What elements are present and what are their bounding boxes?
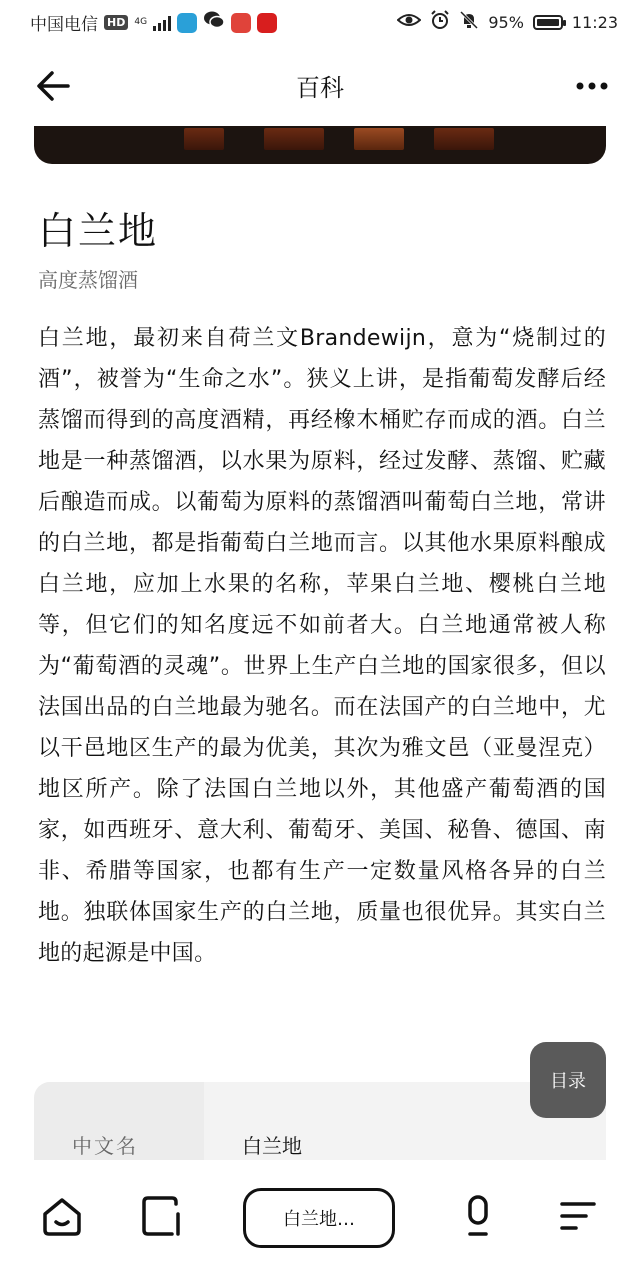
status-bar <box>0 0 640 44</box>
menu-button[interactable] <box>556 1194 600 1238</box>
battery-icon <box>533 15 563 30</box>
bottom-nav <box>0 1160 640 1280</box>
clock: 11:23 <box>571 12 618 32</box>
wechat-icon <box>203 10 225 35</box>
shopping-app-icon <box>231 13 251 33</box>
hd-badge: HD <box>104 15 128 30</box>
hero-image <box>34 126 606 164</box>
eye-icon <box>397 12 421 32</box>
home-button[interactable] <box>40 1194 84 1238</box>
more-options-button[interactable] <box>574 74 610 98</box>
article-subtitle: 高度蒸馏酒 <box>38 268 138 292</box>
bottle-image <box>434 128 494 150</box>
menu-lines-icon <box>556 1194 600 1238</box>
voice-button[interactable] <box>456 1194 500 1238</box>
article-title: 白兰地 <box>38 209 159 253</box>
info-value: 白兰地 <box>242 1134 302 1158</box>
nav-bar <box>0 46 640 126</box>
gallery-app-icon <box>177 13 197 33</box>
mute-bell-icon <box>459 10 479 34</box>
bottle-image <box>354 128 404 150</box>
battery-percent: 95% <box>488 12 524 32</box>
info-label: 中文名 <box>72 1134 138 1158</box>
bottle-image <box>184 128 224 150</box>
microphone-icon <box>456 1194 500 1238</box>
tabs-icon <box>140 1194 184 1238</box>
more-dots-icon <box>574 74 610 98</box>
home-icon <box>40 1194 84 1238</box>
info-table <box>34 1082 606 1172</box>
carrier-label: 中国电信 <box>30 15 98 35</box>
page-title: 百科 <box>296 74 344 102</box>
article-body: 白兰地，最初来自荷兰文Brandewijn，意为“烧制过的酒”，被誉为“生命之水”。狭义上讲，是指葡萄发酵后经蒸馏而得到的高度酒精，再经橡木桶贮存而成的酒。白兰地是一种蒸馏酒，以水果为原料，经过发酵、蒸馏、贮藏后酿造而成。以葡萄为原料的蒸馏酒叫葡萄白兰地，常讲的白兰地，都是指葡萄白兰地而言。以其他水果原料酿成白兰地，应加上水果的名称，苹果白兰地、樱桃白兰地等，但它们的知名度远不如前者大。白兰地通常被人称为“葡萄酒的灵魂”。世界上生产白兰地的国家很多，但以法国出品的白兰地最为驰名。而在法国产的白兰地中，尤以干邑地区生产的最为优美，其次为雅文邑（亚曼涅克）地区所产。除了法国白兰地以外，其他盛产葡萄酒的国家，如西班牙、意大利、葡萄牙、美国、秘鲁、德国、南非、希腊等国家，也都有生产一定数量风格各异的白兰地。独联体国家生产的白兰地，质量也很优异。其实白兰地的起源是中国。 <box>38 326 606 966</box>
tabs-button[interactable] <box>140 1194 184 1238</box>
table-of-contents-button[interactable]: 目录 <box>530 1042 606 1118</box>
network-type: 4G <box>134 17 148 27</box>
alarm-icon <box>430 10 450 34</box>
study-app-icon <box>257 13 277 33</box>
signal-icon <box>153 15 171 31</box>
search-button[interactable]: 白兰地… <box>243 1188 395 1248</box>
bottle-image <box>264 128 324 150</box>
